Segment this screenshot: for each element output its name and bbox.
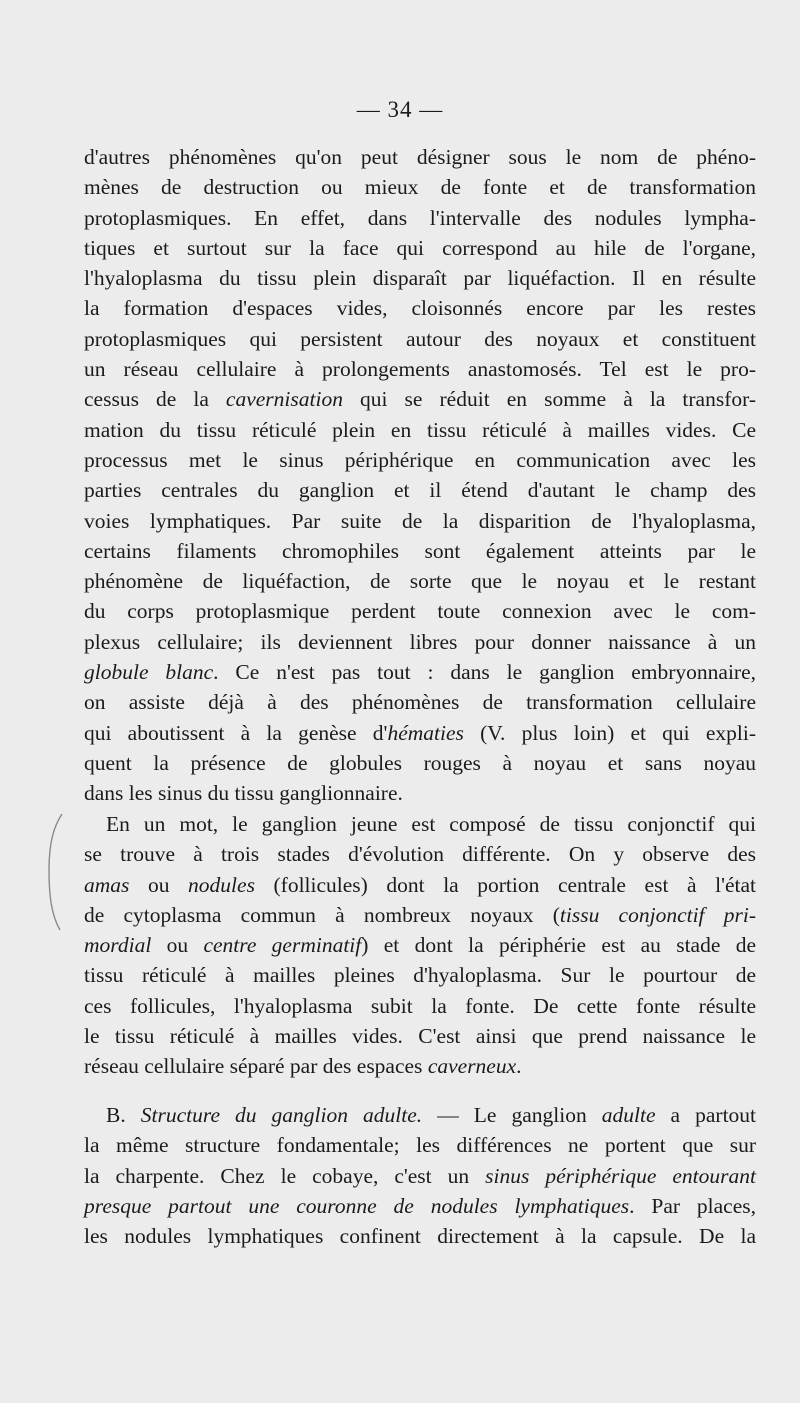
text-line: l'hyaloplasma du tissu plein disparaît par liquéfaction. Il en résulte bbox=[84, 266, 756, 291]
text-line: la formation d'espaces vides, cloisonnés encore par les restes bbox=[84, 296, 756, 321]
text-line: tiques et surtout sur la face qui correspond au hile de l'organe, bbox=[84, 235, 756, 260]
margin-pencil-mark bbox=[46, 812, 66, 932]
text-line: la même structure fondamentale; les différences ne portent que sur bbox=[84, 1133, 756, 1158]
text-line: réseau cellulaire séparé par des espaces caverneux. bbox=[84, 1054, 522, 1079]
text-line: se trouve à trois stades d'évolution différente. On y observe des bbox=[84, 842, 756, 867]
text-line: amas ou nodules (follicules) dont la portion centrale est à l'état bbox=[84, 872, 756, 897]
text-line: processus met le sinus périphérique en communication avec les bbox=[84, 447, 756, 472]
text-line: la charpente. Chez le cobaye, c'est un sinus périphérique entourant bbox=[84, 1163, 756, 1188]
text-line: voies lymphatiques. Par suite de la disparition de l'hyaloplasma, bbox=[84, 508, 756, 533]
text-line: d'autres phénomènes qu'on peut désigner sous le nom de phéno- bbox=[84, 145, 756, 169]
paragraph-cavernisation bbox=[84, 142, 756, 809]
text-line: certains filaments chromophiles sont également atteints par le bbox=[84, 538, 756, 563]
text-line: du corps protoplasmique perdent toute connexion avec le com- bbox=[84, 599, 756, 624]
text-line: cessus de la cavernisation qui se réduit en somme à la transfor- bbox=[84, 387, 756, 412]
text-line: phénomène de liquéfaction, de sorte que le noyau et le restant bbox=[84, 569, 756, 594]
text-line: protoplasmiques. En effet, dans l'intervalle des nodules lympha- bbox=[84, 205, 756, 230]
text-line: les nodules lymphatiques confinent directement à la capsule. De la bbox=[84, 1224, 756, 1249]
text-line: dans les sinus du tissu ganglionnaire. bbox=[84, 781, 403, 806]
text-line: protoplasmiques qui persistent autour des noyaux et constituent bbox=[84, 326, 756, 351]
text-line: parties centrales du ganglion et il étend d'autant le champ des bbox=[84, 478, 756, 503]
text-line: on assiste déjà à des phénomènes de transformation cellulaire bbox=[84, 690, 756, 715]
text-line: mordial ou centre germinatif) et dont la périphérie est au stade de bbox=[84, 933, 756, 958]
paragraph-ganglion-jeune bbox=[84, 809, 756, 1082]
text-line: mènes de destruction ou mieux de fonte et de transformation bbox=[84, 175, 756, 200]
text-line: plexus cellulaire; ils deviennent libres pour donner naissance à un bbox=[84, 629, 756, 654]
text-line: globule blanc. Ce n'est pas tout : dans le ganglion embryonnaire, bbox=[84, 660, 756, 685]
paragraph-ganglion-adulte bbox=[84, 1100, 756, 1251]
text-line: tissu réticulé à mailles pleines d'hyaloplasma. Sur le pourtour de bbox=[84, 963, 756, 988]
text-line: quent la présence de globules rouges à noyau et sans noyau bbox=[84, 750, 756, 775]
text-line: de cytoplasma commun à nombreux noyaux (tissu conjonctif pri- bbox=[84, 902, 756, 927]
page-number: — 34 — bbox=[356, 97, 444, 122]
text-line: En un mot, le ganglion jeune est composé de tissu conjonctif qui bbox=[106, 812, 756, 836]
text-line: presque partout une couronne de nodules lymphatiques. Par places, bbox=[84, 1193, 756, 1218]
text-line: mation du tissu réticulé plein en tissu réticulé à mailles vides. Ce bbox=[84, 417, 756, 442]
text-line: B. Structure du ganglion adulte. — Le ganglion adulte a partout bbox=[106, 1103, 757, 1127]
text-line: le tissu réticulé à mailles vides. C'est ainsi que prend naissance le bbox=[84, 1024, 756, 1049]
text-line: qui aboutissent à la genèse d'hématies (V. plus loin) et qui expli- bbox=[84, 720, 756, 745]
text-line: un réseau cellulaire à prolongements anastomosés. Tel est le pro- bbox=[84, 357, 756, 382]
text-line: ces follicules, l'hyaloplasma subit la fonte. De cette fonte résulte bbox=[84, 993, 756, 1018]
